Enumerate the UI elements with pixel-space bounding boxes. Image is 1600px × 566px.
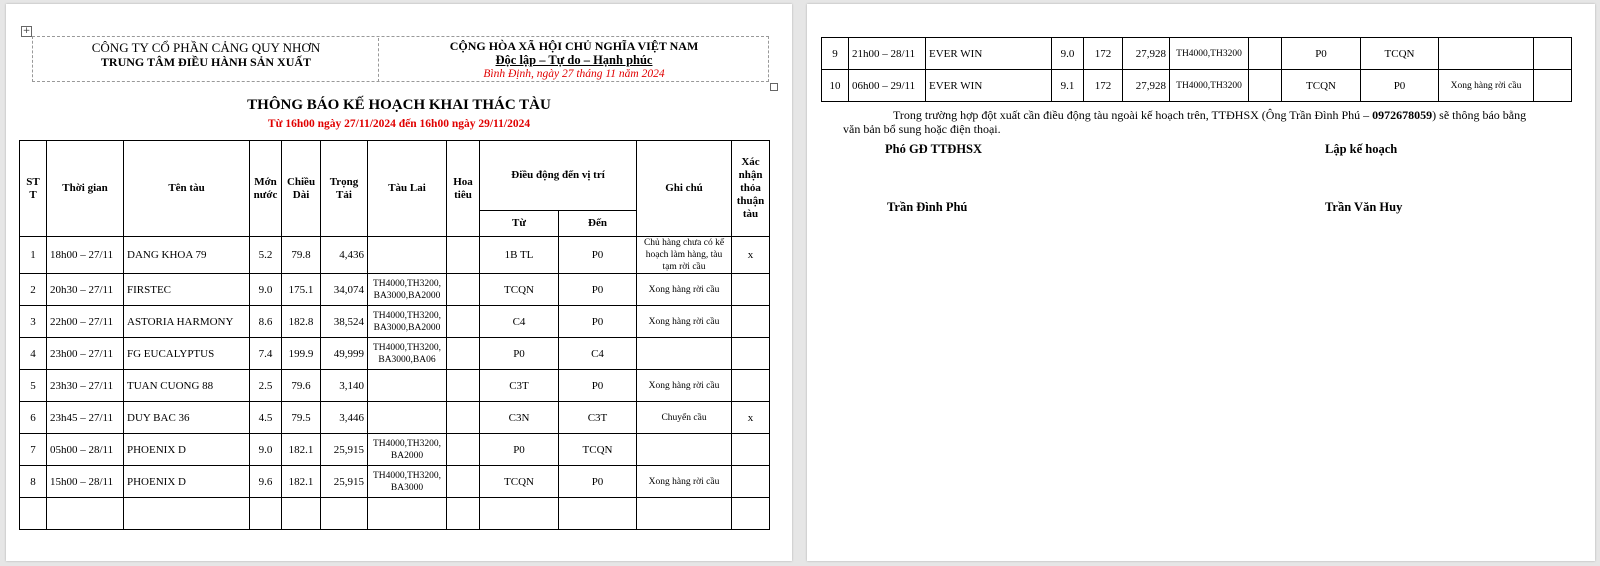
col-header-draft: Mớn nước (250, 141, 282, 237)
cell-draft: 9.0 (250, 274, 282, 306)
cell-pilot (447, 466, 480, 498)
cell-draft: 9.0 (1052, 38, 1084, 70)
cell-pilot (1249, 70, 1282, 102)
col-header-from: Từ (480, 211, 559, 237)
company-header (34, 41, 378, 69)
cell-to: P0 (559, 466, 637, 498)
cell-ship: DANG KHOA 79 (124, 237, 250, 274)
schedule-table (19, 140, 770, 530)
cell-time: 23h00 – 27/11 (47, 338, 124, 370)
table-row (20, 338, 770, 370)
cell-tug: TH4000,TH3200, BA3000 (368, 466, 447, 498)
signature-title-right: Lập kế hoạch (1325, 142, 1398, 156)
col-header-confirm: Xác nhận thỏa thuận tàu (732, 141, 770, 237)
cell-draft: 9.6 (250, 466, 282, 498)
cell-tonnage: 27,928 (1123, 70, 1170, 102)
contact-phone: 0972678059 (1372, 108, 1433, 122)
cell-tug: TH4000,TH3200, BA2000 (368, 434, 447, 466)
cell-confirm (732, 274, 770, 306)
place-date: Bình Định, ngày 27 tháng 11 năm 2024 (483, 68, 665, 80)
cell-note: Xong hàng rời cầu (637, 274, 732, 306)
cell-draft: 2.5 (250, 370, 282, 402)
cell-tonnage: 25,915 (321, 466, 368, 498)
cell-time: 06h00 – 29/11 (849, 70, 926, 102)
schedule-table-continued (821, 37, 1572, 102)
cell-tug (368, 402, 447, 434)
cell-draft: 5.2 (250, 237, 282, 274)
cell-note (1439, 38, 1534, 70)
cell-confirm (732, 466, 770, 498)
cell-time: 23h30 – 27/11 (47, 370, 124, 402)
cell-from: TCQN (480, 274, 559, 306)
cell-ship: ASTORIA HARMONY (124, 306, 250, 338)
col-header-length: Chiều Dài (282, 141, 321, 237)
cell-stt: 9 (822, 38, 849, 70)
cell-confirm (732, 434, 770, 466)
cell-draft: 8.6 (250, 306, 282, 338)
cell-confirm (732, 370, 770, 402)
table-row (20, 466, 770, 498)
cell-tonnage: 34,074 (321, 274, 368, 306)
note-text-before: Trong trường hợp đột xuất cần điều động tàu ngoài kế hoạch trên, TTĐHSX (Ông Trần Đình Phú – (893, 108, 1373, 122)
col-header-note: Ghi chú (637, 141, 732, 237)
cell-time: 15h00 – 28/11 (47, 466, 124, 498)
cell-stt: 3 (20, 306, 47, 338)
cell-tonnage: 3,140 (321, 370, 368, 402)
document-page-2 (807, 4, 1595, 561)
col-header-time: Thời gian (47, 141, 124, 237)
table-row (20, 237, 770, 274)
cell-length: 199.9 (282, 338, 321, 370)
cell-from: C3T (480, 370, 559, 402)
cell-length: 182.8 (282, 306, 321, 338)
cell-tug (368, 370, 447, 402)
cell-tug (368, 237, 447, 274)
cell-length: 182.1 (282, 466, 321, 498)
col-header-ship: Tên tàu (124, 141, 250, 237)
cell-to: P0 (1361, 70, 1439, 102)
cell-to: P0 (559, 370, 637, 402)
note-text-after: ) sẽ thông báo bằng văn bản bổ sung hoặc điện thoại. (843, 108, 1527, 136)
cell-from: P0 (1282, 38, 1361, 70)
cell-draft: 9.0 (250, 434, 282, 466)
cell-stt: 7 (20, 434, 47, 466)
cell-draft: 7.4 (250, 338, 282, 370)
cell-from: P0 (480, 434, 559, 466)
document-title: THÔNG BÁO KẾ HOẠCH KHAI THÁC TÀU (247, 97, 551, 113)
cell-ship: DUY BAC 36 (124, 402, 250, 434)
cell-time: 05h00 – 28/11 (47, 434, 124, 466)
cell-ship: EVER WIN (926, 70, 1052, 102)
cell-ship: TUAN CUONG 88 (124, 370, 250, 402)
note-paragraph (843, 108, 1533, 136)
cell-tug: TH4000,TH3200 (1170, 70, 1249, 102)
cell-to: TCQN (1361, 38, 1439, 70)
table-row (20, 306, 770, 338)
cell-length: 79.5 (282, 402, 321, 434)
col-header-to: Đến (559, 211, 637, 237)
cell-tonnage: 49,999 (321, 338, 368, 370)
cell-length: 79.8 (282, 237, 321, 274)
cell-pilot (447, 370, 480, 402)
col-header-move: Điều động đến vị trí (480, 141, 637, 211)
cell-from: P0 (480, 338, 559, 370)
nation-name: CỘNG HÒA XÃ HỘI CHỦ NGHĨA VIỆT NAM (449, 39, 699, 53)
cell-stt: 10 (822, 70, 849, 102)
cell-from: C4 (480, 306, 559, 338)
nation-header (382, 39, 766, 81)
table-resize-handle-icon[interactable] (770, 83, 778, 91)
cell-note: Chủ hàng chưa có kế hoạch làm hàng, tàu tạm rời cầu (637, 237, 732, 274)
cell-tonnage: 3,446 (321, 402, 368, 434)
cell-time: 20h30 – 27/11 (47, 274, 124, 306)
cell-time: 18h00 – 27/11 (47, 237, 124, 274)
table-row-empty (20, 498, 770, 530)
cell-stt: 8 (20, 466, 47, 498)
cell-confirm: x (732, 402, 770, 434)
cell-confirm (732, 338, 770, 370)
cell-stt: 1 (20, 237, 47, 274)
cell-stt: 6 (20, 402, 47, 434)
table-row (822, 38, 1572, 70)
cell-stt: 5 (20, 370, 47, 402)
cell-pilot (1249, 38, 1282, 70)
cell-note (637, 338, 732, 370)
department-name: TRUNG TÂM ĐIỀU HÀNH SẢN XUẤT (100, 55, 312, 69)
cell-tonnage: 27,928 (1123, 38, 1170, 70)
cell-pilot (447, 434, 480, 466)
table-row (822, 70, 1572, 102)
cell-confirm: x (732, 237, 770, 274)
cell-note: Xong hàng rời cầu (1439, 70, 1534, 102)
signature-title-left: Phó GĐ TTĐHSX (885, 142, 983, 156)
cell-from: TCQN (1282, 70, 1361, 102)
cell-draft: 9.1 (1052, 70, 1084, 102)
cell-to: P0 (559, 306, 637, 338)
cell-tug: TH4000,TH3200, BA3000,BA2000 (368, 274, 447, 306)
company-name: CÔNG TY CỔ PHẦN CẢNG QUY NHƠN (91, 40, 321, 55)
cell-stt: 2 (20, 274, 47, 306)
cell-time: 22h00 – 27/11 (47, 306, 124, 338)
cell-tonnage: 4,436 (321, 237, 368, 274)
cell-ship: PHOENIX D (124, 434, 250, 466)
cell-from: 1B TL (480, 237, 559, 274)
table-row (20, 402, 770, 434)
table-row (20, 370, 770, 402)
col-header-stt: ST T (20, 141, 47, 237)
signature-name-right: Trần Văn Huy (1325, 200, 1403, 214)
cell-ship: PHOENIX D (124, 466, 250, 498)
cell-stt: 4 (20, 338, 47, 370)
cell-to: C4 (559, 338, 637, 370)
cell-to: P0 (559, 274, 637, 306)
cell-tonnage: 25,915 (321, 434, 368, 466)
signature-name-left: Trần Đình Phú (887, 200, 968, 214)
header-divider (378, 38, 379, 82)
cell-length: 172 (1084, 38, 1123, 70)
cell-confirm (1534, 70, 1572, 102)
nation-motto: Độc lập – Tự do – Hạnh phúc (495, 53, 653, 67)
cell-ship: EVER WIN (926, 38, 1052, 70)
cell-note: Chuyển cầu (637, 402, 732, 434)
col-header-tug: Tàu Lai (368, 141, 447, 237)
cell-note (637, 434, 732, 466)
cell-time: 21h00 – 28/11 (849, 38, 926, 70)
cell-note: Xong hàng rời cầu (637, 306, 732, 338)
cell-confirm (1534, 38, 1572, 70)
cell-length: 172 (1084, 70, 1123, 102)
cell-tug: TH4000,TH3200, BA3000,BA06 (368, 338, 447, 370)
cell-pilot (447, 237, 480, 274)
table-row (20, 434, 770, 466)
cell-pilot (447, 274, 480, 306)
cell-ship: FIRSTEC (124, 274, 250, 306)
document-subtitle: Từ 16h00 ngày 27/11/2024 đến 16h00 ngày 29/11/2024 (267, 118, 531, 130)
cell-note: Xong hàng rời cầu (637, 466, 732, 498)
document-page-1 (6, 4, 792, 561)
cell-tug: TH4000,TH3200 (1170, 38, 1249, 70)
cell-to: TCQN (559, 434, 637, 466)
table-row (20, 274, 770, 306)
cell-pilot (447, 338, 480, 370)
cell-from: C3N (480, 402, 559, 434)
table-move-handle-icon[interactable]: + (22, 26, 31, 36)
cell-confirm (732, 306, 770, 338)
cell-length: 79.6 (282, 370, 321, 402)
cell-note: Xong hàng rời cầu (637, 370, 732, 402)
cell-pilot (447, 402, 480, 434)
cell-ship: FG EUCALYPTUS (124, 338, 250, 370)
cell-to: C3T (559, 402, 637, 434)
cell-pilot (447, 306, 480, 338)
cell-length: 182.1 (282, 434, 321, 466)
col-header-pilot: Hoa tiêu (447, 141, 480, 237)
col-header-tonnage: Trọng Tải (321, 141, 368, 237)
cell-time: 23h45 – 27/11 (47, 402, 124, 434)
cell-tonnage: 38,524 (321, 306, 368, 338)
cell-from: TCQN (480, 466, 559, 498)
cell-length: 175.1 (282, 274, 321, 306)
cell-tug: TH4000,TH3200, BA3000,BA2000 (368, 306, 447, 338)
cell-to: P0 (559, 237, 637, 274)
cell-draft: 4.5 (250, 402, 282, 434)
